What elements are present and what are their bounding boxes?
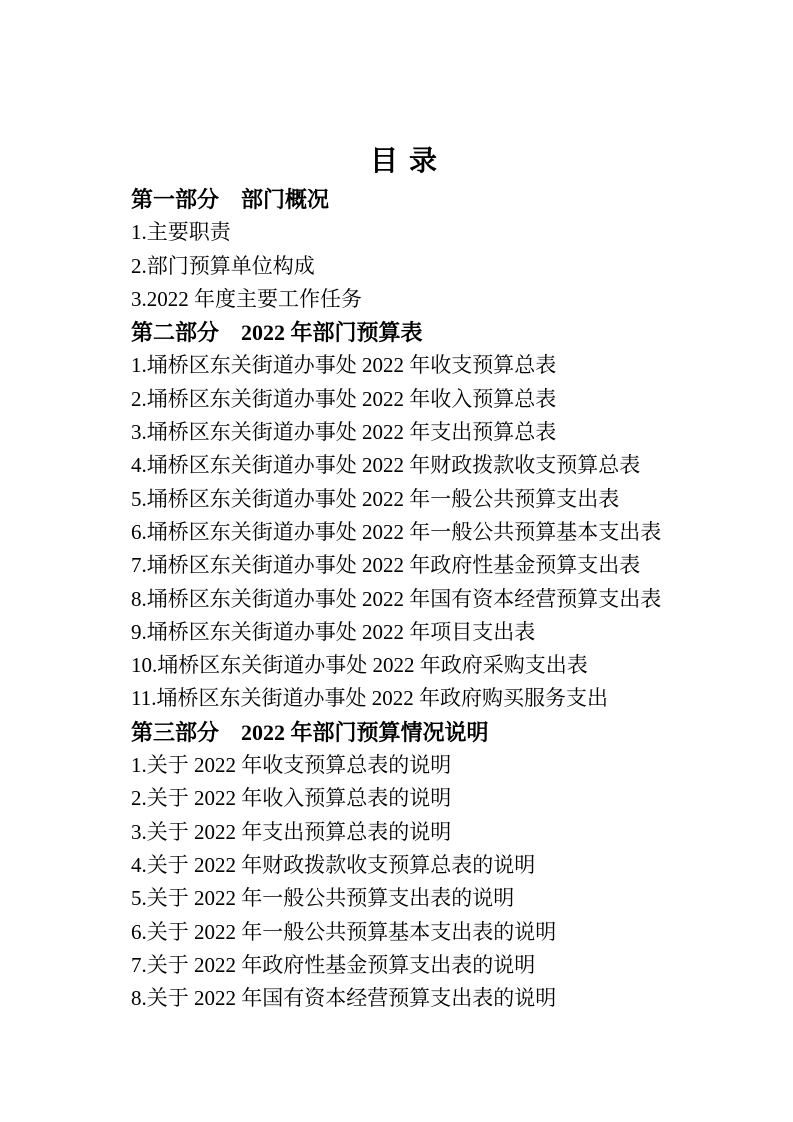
toc-item: 2.埇桥区东关街道办事处 2022 年收入预算总表 (131, 386, 557, 411)
toc-item: 8.埇桥区东关街道办事处 2022 年国有资本经营预算支出表 (131, 586, 662, 611)
section-heading: 第三部分 2022 年部门预算情况说明 (131, 719, 489, 745)
toc-item: 11.埇桥区东关街道办事处 2022 年政府购买服务支出 (131, 686, 608, 711)
toc-content (131, 141, 678, 1015)
toc-item: 7.埇桥区东关街道办事处 2022 年政府性基金预算支出表 (131, 553, 641, 578)
toc-item: 6.关于 2022 年一般公共预算基本支出表的说明 (131, 919, 557, 944)
section-heading: 第二部分 2022 年部门预算表 (131, 320, 423, 346)
toc-item: 2.部门预算单位构成 (131, 253, 315, 278)
toc-item: 3.埇桥区东关街道办事处 2022 年支出预算总表 (131, 420, 557, 445)
toc-item: 7.关于 2022 年政府性基金预算支出表的说明 (131, 952, 536, 977)
toc-item: 5.关于 2022 年一般公共预算支出表的说明 (131, 886, 515, 911)
toc-item: 10.埇桥区东关街道办事处 2022 年政府采购支出表 (131, 653, 588, 678)
page-title: 目 录 (369, 146, 439, 177)
toc-item: 6.埇桥区东关街道办事处 2022 年一般公共预算基本支出表 (131, 519, 662, 544)
section-heading: 第一部分 部门概况 (131, 187, 330, 212)
toc-item: 8.关于 2022 年国有资本经营预算支出表的说明 (131, 986, 557, 1011)
toc-item: 1.关于 2022 年收支预算总表的说明 (131, 753, 452, 778)
toc-item: 1.主要职责 (131, 220, 231, 245)
toc-item: 5.埇桥区东关街道办事处 2022 年一般公共预算支出表 (131, 486, 620, 511)
toc-item: 4.关于 2022 年财政拨款收支预算总表的说明 (131, 852, 536, 877)
toc-item: 3.2022 年度主要工作任务 (131, 286, 362, 311)
toc-item: 3.关于 2022 年支出预算总表的说明 (131, 819, 452, 844)
toc-item: 1.埇桥区东关街道办事处 2022 年收支预算总表 (131, 353, 557, 378)
toc-sections (131, 183, 678, 1015)
toc-item: 4.埇桥区东关街道办事处 2022 年财政拨款收支预算总表 (131, 453, 641, 478)
toc-item: 9.埇桥区东关街道办事处 2022 年项目支出表 (131, 619, 536, 644)
toc-item: 2.关于 2022 年收入预算总表的说明 (131, 786, 452, 811)
